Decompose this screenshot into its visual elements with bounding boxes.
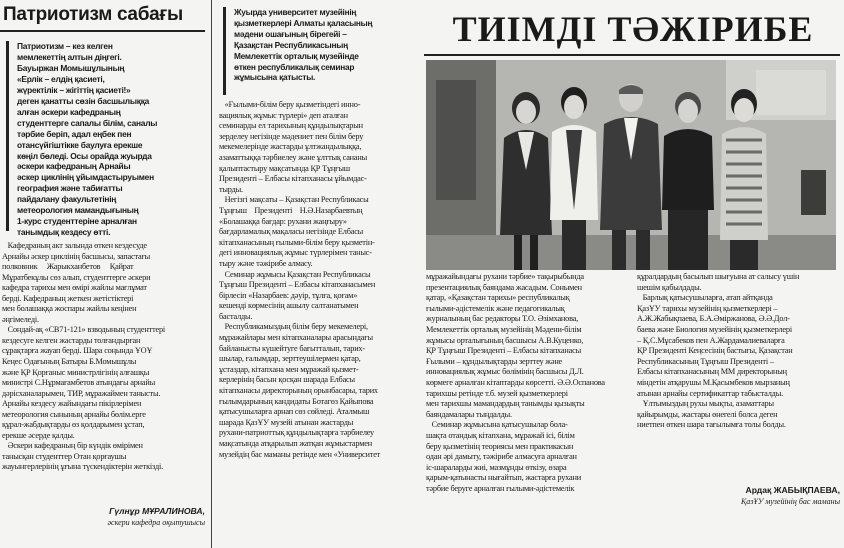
text-line: шақта отандық кітапхана, мұражай ісі, білім [426,430,575,440]
text-line: Президенті – Елбасы кітапханасы ұйымдас- [219,174,367,184]
text-line: министрі С.Нұрмағамбетов атындағы арнайы [2,378,155,388]
text-line: тыру және тәжірибе алмасу. [219,258,313,268]
text-line: Республикасының Тұңғыш Президенті – [637,356,774,366]
lead-line: пайдалану факультетінің [17,194,117,205]
article-headline [426,6,840,52]
group-photo [426,60,836,270]
text-line: семинарды ел тарихының құндылықтарын [219,121,363,131]
patriotism-body [2,241,205,473]
lead-line: «Ерлік – елдің қасиеті, [17,73,105,84]
text-line: Әскери кафедраның бір күндік өмірімен [2,441,143,451]
text-line: жауынгерлерінің ұғына түскендіктерін жеткізді. [2,462,163,472]
lead-line: деген қанатты сөзін басшылыққа [17,95,150,106]
lead-line: география және табиғатты [17,183,123,194]
group-photo-drawing [426,60,836,270]
text-line: шылар, ғалымдар, зерттеушілермен қатар, [219,354,361,364]
column-divider [211,0,212,548]
text-line: Барлық қатысушыларға, атап айтқанда [637,293,773,303]
text-line: Негізгі мақсаты – Қазақстан Республикасы [219,195,369,205]
text-line: Ұлтымыздың рухы мықты, азаматтары [637,399,774,409]
article-column-4 [637,272,840,431]
text-line: «Ғылыми-білім беру қызметіндегі инно- [219,100,361,109]
lead-line: тәрбие беріп, адал еңбек пен [17,128,132,139]
lead-line: Қазақстан Республикасының [234,39,348,50]
text-line: Семинар жұмысына қатысушылар бола- [426,420,568,430]
text-line: инновациялық жұмыс бөлімінің басшысы Д.Л. [426,367,584,377]
text-line: дәрісханаларымен, ТИР, мұражаймен танысты. [2,388,161,398]
text-line: Кафедраның акт залында өткен кездесуде [2,241,147,250]
text-line: кафедра тарихы мен өмірі жайлы мағлұмат [2,283,147,293]
text-line: Арнайы кездесу жайындағы пікірлерімен [2,399,142,409]
text-line: Ғылыми – құндылықтарды зерттеу және [426,356,563,366]
text-line: Мемлекеттік орталық музейінің Мәдени-білім [426,324,582,334]
text-line: қалыптастыру мақсатында ҚР Тұңғыш [219,163,350,173]
article-column-3 [426,272,629,494]
lead-line: мемлекеттің алтын діңгегі. [17,51,122,62]
text-line: музейдің бас маманы ретінде мен «Университет [219,449,381,459]
text-line: Кеңес Одағының Батыры Б.Момышұлы [2,357,137,367]
text-line: журналының бас редакторы Т.О. Әзімханова, [426,314,579,324]
text-line: ниетпен өткен шара тағылымға толы болды. [637,420,786,430]
text-line: атынан арнайы сертификаттар табысталды. [637,388,783,398]
text-line: мен тарихшы мамандардың танымды қызықты [426,399,585,409]
text-line: шарада ҚазҰУ музейі атынан жастарды [219,417,354,427]
lead-line: әскери кафедраның Арнайы [17,161,131,172]
text-line: азаматтыққа тәрбиелеу және ұлттық сананы [219,152,368,162]
text-line: тырды. [219,184,243,194]
lead-line: әскер циклінің ұйымдастыруымен [17,172,154,183]
text-line: ҚР Президенті Кеңсесінің бастығы, Қазақстан [637,346,793,356]
lead-line: 1-курс студенттеріне арналған [17,216,137,227]
lead-line: отансүйгіштікке баулуға ерекше [17,139,143,150]
text-line: міндетін атқарушы М.Қасымбеков мырзаның [637,377,790,387]
text-line: баева және Биология музейінің қызметкерлері [637,324,792,334]
text-line: көрмеге арналған кітаптарды көрсетті. Ә.Ә.Оспанова [426,377,605,387]
text-line: берді. Кафедраның жеткен жетістіктері [2,293,134,303]
text-line: мұражайлары мен кітапханалары арасындағы [219,333,373,343]
lead-line: көңіл бөледі. Осы орайда жуырда [17,150,152,161]
text-line: вациялық жұмыс түрлері» деп аталған [219,110,348,120]
lead-line: танымдық кездесу өтті. [17,227,111,238]
text-line: байланысты күшейтуге бағытталып, тарих- [219,343,365,353]
text-line: қайырымды, жастары өнегелі болса деген [637,409,778,419]
lead-line: мәдени ошағының бірегейі – [234,28,347,39]
lead-line: студенттерге сапалы білім, саналы [17,117,158,128]
text-line: және ҚР Қорғаныс министрлігінің алғашқы [2,367,150,377]
text-line: метеорология сынының арнайы бөлім.ерге [2,409,146,419]
patriotism-signature [60,505,205,528]
text-line: кешенді көрмесінің ашылу салтанатымен [219,301,359,311]
text-line: презентациялық баяндама жасадым. Сонымен [426,282,582,292]
text-line: басталды. [219,311,253,321]
text-line: қарым-қатынасты нығайтып, жастарға рухани [426,473,581,483]
patriotism-author-role: әскери кафедра оқытушысы [107,518,205,527]
text-line: полковник Жарыкханбетов Қайрат [2,262,134,272]
text-line: Арнайы әскер циклінің басшысы, запастағы [2,251,151,261]
text-line: тәрбие беруге арналған ғылыми-әдістемелік [426,483,575,493]
article-signature [637,484,840,507]
text-line: Сондай-ақ «СВ71-121» взводының студенттері [2,325,166,335]
lead-line: Бауыржан Момышұлының [17,62,125,73]
lead-line: жұмысына қатысты. [234,72,316,83]
text-line: танысқан студенттер Отан қорғаушы [2,451,127,461]
text-line: кездесуге келген жастарды толғандырған [2,335,141,345]
text-line: ғылыми-әдістемелік және педагогикалық [426,303,565,313]
text-line: рухани-патриоттық құндылықтарға тәрбиелеу [219,428,374,438]
text-line: мен болашаққа жоспары жайлы кеңінен [2,304,137,314]
text-line: жұмысы орталығының басшысы А.В.Куценко, [426,335,584,345]
lead-line: қызметкерлері Алматы қаласының [234,17,373,28]
text-line: Мұратбекұлы сөз алып, студенттерге әскери [2,272,151,282]
text-line: ғылымдарының кандидаты Ботагөз Қайыпова [219,396,374,406]
text-line: құралдардың басылып шығуына ат салысу үшін [637,272,800,281]
headline-rule [424,54,840,56]
lead-line: өткен республикалық семинар [234,61,355,72]
text-line: мақсатында атқарылып жатқан жұмыстармен [219,439,372,448]
article-lead [223,7,418,95]
text-line: керлерінің басын қосқан шарада Елбасы [219,375,355,385]
text-line: ерекше әсерде қалды. [2,430,75,440]
article-headline-text: ТИІМДІ ТӘЖІРИБЕ [452,9,814,49]
text-line: Республикамыздың білім беру мекемелері, [219,322,368,332]
article-author: Ардақ ЖАБЫҚПАЕВА, [745,485,840,495]
lead-line: Патриотизм – кез келген [17,41,113,51]
patriotism-lead [6,41,204,238]
text-line: Елбасы кітапханасының ММ директорының [637,367,787,377]
lead-line: жүректілік – жігіттің қасиеті!» [17,84,131,95]
text-line: «Болашаққа бағдар: рухани жаңғыру» [219,216,347,226]
text-line: іс-шараларды жиі, мазмұнды өткізу, өзара [426,462,567,472]
text-line: ҚР Тұңғыш Президенті – Елбасы кітапханасы [426,346,581,356]
patriotism-author: Гүлнұр МҰРАЛИНОВА, [109,506,205,516]
text-line: әңгімеледі. [2,314,39,324]
lead-line: метеорология мамандығының [17,205,139,216]
text-line: ұстаздар, кітапхана мен мұражай қызмет- [219,364,359,374]
text-line: А.Ж.Жабықпаева, Б.А.Әміржанова, Ә.Ә.Дол- [637,314,790,324]
text-line: – Қ.С.Мұсабеков пен А.Жардамалиеваларға [637,335,785,345]
lead-line: Мемлекеттік орталық музейінде [234,50,359,61]
text-line: беру қызметінің теориясы мен практикасын [426,441,574,451]
text-line: мұражайындағы рухани тәрбие» тақырыбында [426,272,584,281]
text-line: Тұңғыш Президенті Н.Ә.Назарбаевтың [219,205,363,215]
article-column-2 [219,100,419,460]
text-line: Тұңғыш Президенті – Елбасы кітапханасымен [219,280,376,290]
patriotism-heading-text: Патриотизм сабағы [3,4,183,25]
lead-line: Жуырда университет музейінің [234,7,357,17]
text-line: қатысушыларға арнап сөз сөйледі. Аталмыш [219,407,370,417]
text-line: баяндамалары тыңдалды. [426,409,512,419]
patriotism-heading [0,0,205,32]
text-line: мекемелерінде жастарды ұлтжандылыққа, [219,142,362,152]
lead-line: алған әскери кафедраның [17,106,121,117]
text-line: бағдарламалық мақаласы негізінде Елбасы [219,227,364,237]
text-line: сұрақтарға жауап берді. Шара соңында ҰОҰ [2,346,153,356]
text-line: зерделеу негізінде мәдениет пен білім беру [219,131,364,141]
article-author-role: ҚазҰУ музейінің бас маманы [740,497,840,506]
text-line: құрал-жабдықтарды өз қолдарымен ұстап, [2,420,145,430]
text-line: шешім қабылдады. [637,282,702,292]
text-line: тарихшы ретінде т.б. музей қызметкерлері [426,388,568,398]
text-line: бірлесіп «Назарбаев: дәуір, тұлға, қоғам» [219,290,358,300]
text-line: одан әрі дамыту, тәжірибе алмасуға арналған [426,452,577,462]
text-line: кітапханасы директорының орынбасары, тарих [219,386,378,396]
text-line: дегі инновациялық жұмыс түрлерімен таныс- [219,248,372,258]
text-line: кітапханасының ғылыми-білім беру қызметін- [219,237,375,247]
text-line: қатар, «Қазақстан тарихы» республикалық [426,293,570,303]
text-line: ҚазҰУ тарихы музейінің қызметкерлері – [637,303,778,313]
text-line: Семинар жұмысы Қазақстан Республикасы [219,269,371,279]
